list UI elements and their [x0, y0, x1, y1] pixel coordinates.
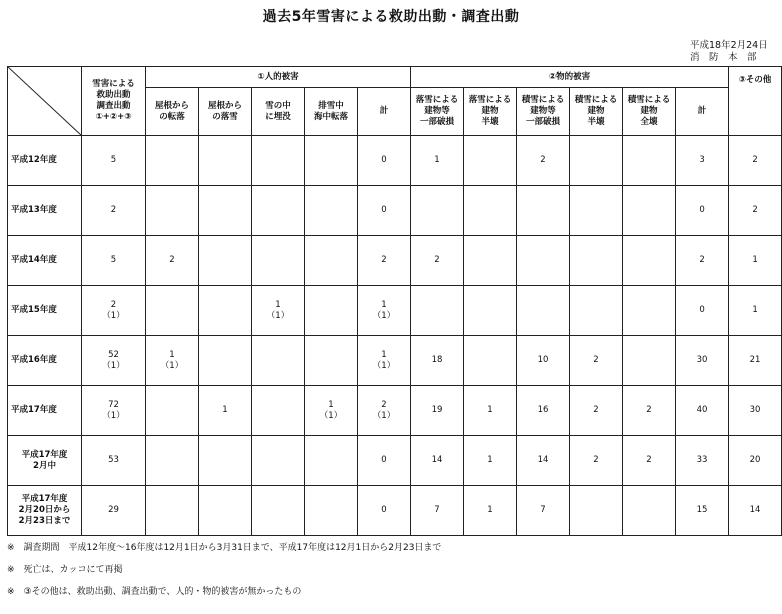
cell-human	[252, 136, 305, 186]
table-row	[8, 186, 782, 236]
cell-human	[305, 186, 358, 236]
cell-human: 2 （1）	[358, 386, 411, 436]
header-human-col: 屋根から の落雪	[199, 88, 252, 136]
cell-property: 2	[570, 436, 623, 486]
cell-other: 1	[729, 236, 782, 286]
row-label: 平成17年度 2月中	[8, 436, 82, 486]
cell-human	[305, 136, 358, 186]
cell-property: 19	[411, 386, 464, 436]
cell-property: 30	[676, 336, 729, 386]
cell-other: 1	[729, 286, 782, 336]
cell-property	[570, 286, 623, 336]
cell-property	[411, 286, 464, 336]
cell-human: 0	[358, 486, 411, 536]
header-human-col: 雪の中 に埋没	[252, 88, 305, 136]
cell-total: 72 （1）	[82, 386, 146, 436]
cell-human	[252, 386, 305, 436]
table-row	[8, 136, 782, 186]
note-other: ※ ③その他は、救助出動、調査出動で、人的・物的被害が無かったもの	[7, 587, 302, 597]
cell-human	[199, 186, 252, 236]
cell-property: 3	[676, 136, 729, 186]
header-property-damage: ②物的被害	[411, 67, 729, 88]
cell-property	[464, 336, 517, 386]
cell-property: 1	[464, 386, 517, 436]
note-survey-period: ※ 調査期間 平成12年度～16年度は12月1日から3月31日まで、平成17年度は12月1日から2月23日まで	[7, 543, 442, 553]
cell-property	[464, 286, 517, 336]
cell-property	[464, 136, 517, 186]
row-label: 平成13年度	[8, 186, 82, 236]
cell-total: 5	[82, 136, 146, 186]
header-property-col: 計	[676, 88, 729, 136]
header-human-damage: ①人的被害	[146, 67, 411, 88]
cell-total: 2	[82, 186, 146, 236]
cell-other: 30	[729, 386, 782, 436]
cell-property: 14	[517, 436, 570, 486]
cell-property: 2	[411, 236, 464, 286]
table-row	[8, 336, 782, 386]
cell-human	[199, 236, 252, 286]
cell-property: 33	[676, 436, 729, 486]
issuing-department: 消 防 本 部	[690, 52, 757, 63]
cell-property	[411, 186, 464, 236]
cell-property: 2	[570, 386, 623, 436]
header-human-col: 屋根から の転落	[146, 88, 199, 136]
cell-human: 1 （1）	[358, 336, 411, 386]
cell-human	[199, 486, 252, 536]
row-label: 平成15年度	[8, 286, 82, 336]
cell-human	[146, 386, 199, 436]
page-title: 過去5年雪害による救助出動・調査出動	[262, 9, 520, 25]
diagonal-line	[8, 67, 82, 136]
cell-human	[199, 336, 252, 386]
cell-property: 2	[570, 336, 623, 386]
header-other: ③その他	[729, 67, 782, 136]
header-total: 雪害による 救助出動 調査出動 ①+②+③	[82, 67, 146, 136]
cell-property	[517, 236, 570, 286]
cell-property	[570, 236, 623, 286]
cell-other: 2	[729, 136, 782, 186]
row-label: 平成14年度	[8, 236, 82, 286]
cell-human: 0	[358, 136, 411, 186]
cell-human	[199, 136, 252, 186]
corner-cell	[8, 67, 82, 136]
cell-total: 2 （1）	[82, 286, 146, 336]
cell-property	[570, 186, 623, 236]
cell-other: 14	[729, 486, 782, 536]
cell-total: 29	[82, 486, 146, 536]
cell-property	[464, 236, 517, 286]
cell-human: 0	[358, 186, 411, 236]
cell-human	[252, 486, 305, 536]
cell-total: 53	[82, 436, 146, 486]
cell-human	[252, 236, 305, 286]
cell-human	[305, 486, 358, 536]
cell-property: 14	[411, 436, 464, 486]
cell-property	[517, 286, 570, 336]
cell-property	[570, 486, 623, 536]
header-property-col: 落雪による 建物等 一部破損	[411, 88, 464, 136]
cell-human	[305, 436, 358, 486]
issue-info	[690, 40, 768, 64]
cell-property: 16	[517, 386, 570, 436]
cell-human: 1 （1）	[358, 286, 411, 336]
cell-property: 15	[676, 486, 729, 536]
header-property-col: 落雪による 建物 半壊	[464, 88, 517, 136]
cell-property: 2	[623, 386, 676, 436]
notes	[7, 542, 441, 608]
cell-property: 10	[517, 336, 570, 386]
table-row	[8, 236, 782, 286]
header-property-col: 積雪による 建物 半壊	[570, 88, 623, 136]
cell-property	[623, 236, 676, 286]
cell-human: 1 （1）	[252, 286, 305, 336]
header-property-col: 積雪による 建物等 一部破損	[517, 88, 570, 136]
cell-other: 2	[729, 186, 782, 236]
cell-human	[146, 136, 199, 186]
cell-human	[199, 436, 252, 486]
cell-total: 52 （1）	[82, 336, 146, 386]
table-body	[8, 136, 782, 536]
cell-property: 0	[676, 286, 729, 336]
table-row	[8, 486, 782, 536]
table-row	[8, 286, 782, 336]
cell-total: 5	[82, 236, 146, 286]
cell-human	[252, 336, 305, 386]
cell-property	[623, 136, 676, 186]
issue-date: 平成18年2月24日	[690, 40, 768, 51]
cell-property: 40	[676, 386, 729, 436]
cell-property	[464, 186, 517, 236]
row-label: 平成12年度	[8, 136, 82, 186]
header-human-col: 計	[358, 88, 411, 136]
cell-human	[146, 186, 199, 236]
cell-property	[623, 186, 676, 236]
cell-property: 1	[464, 436, 517, 486]
cell-human: 2	[146, 236, 199, 286]
cell-human: 1 （1）	[305, 386, 358, 436]
cell-other: 20	[729, 436, 782, 486]
cell-property	[517, 186, 570, 236]
cell-property: 0	[676, 186, 729, 236]
cell-property: 1	[411, 136, 464, 186]
cell-human	[146, 286, 199, 336]
cell-property	[623, 336, 676, 386]
cell-human	[252, 436, 305, 486]
row-label: 平成17年度 2月20日から 2月23日まで	[8, 486, 82, 536]
cell-human	[305, 286, 358, 336]
cell-human	[305, 336, 358, 386]
cell-human: 2	[358, 236, 411, 286]
cell-property: 2	[517, 136, 570, 186]
cell-property	[623, 286, 676, 336]
cell-other: 21	[729, 336, 782, 386]
cell-human	[146, 486, 199, 536]
header-property-col: 積雪による 建物 全壊	[623, 88, 676, 136]
cell-human: 1	[199, 386, 252, 436]
cell-property: 18	[411, 336, 464, 386]
cell-property: 7	[517, 486, 570, 536]
cell-property	[570, 136, 623, 186]
cell-property: 2	[623, 436, 676, 486]
note-deaths: ※ 死亡は、カッコにて再掲	[7, 565, 123, 575]
cell-human: 0	[358, 436, 411, 486]
cell-human	[305, 236, 358, 286]
cell-property: 2	[676, 236, 729, 286]
cell-human	[199, 286, 252, 336]
cell-property	[623, 486, 676, 536]
table-row	[8, 386, 782, 436]
cell-human: 1 （1）	[146, 336, 199, 386]
row-label: 平成17年度	[8, 386, 82, 436]
cell-human	[252, 186, 305, 236]
header-human-col: 排雪中 海中転落	[305, 88, 358, 136]
cell-property: 1	[464, 486, 517, 536]
table-row	[8, 436, 782, 486]
cell-human	[146, 436, 199, 486]
row-label: 平成16年度	[8, 336, 82, 386]
cell-property: 7	[411, 486, 464, 536]
rescue-dispatch-table	[7, 66, 782, 536]
